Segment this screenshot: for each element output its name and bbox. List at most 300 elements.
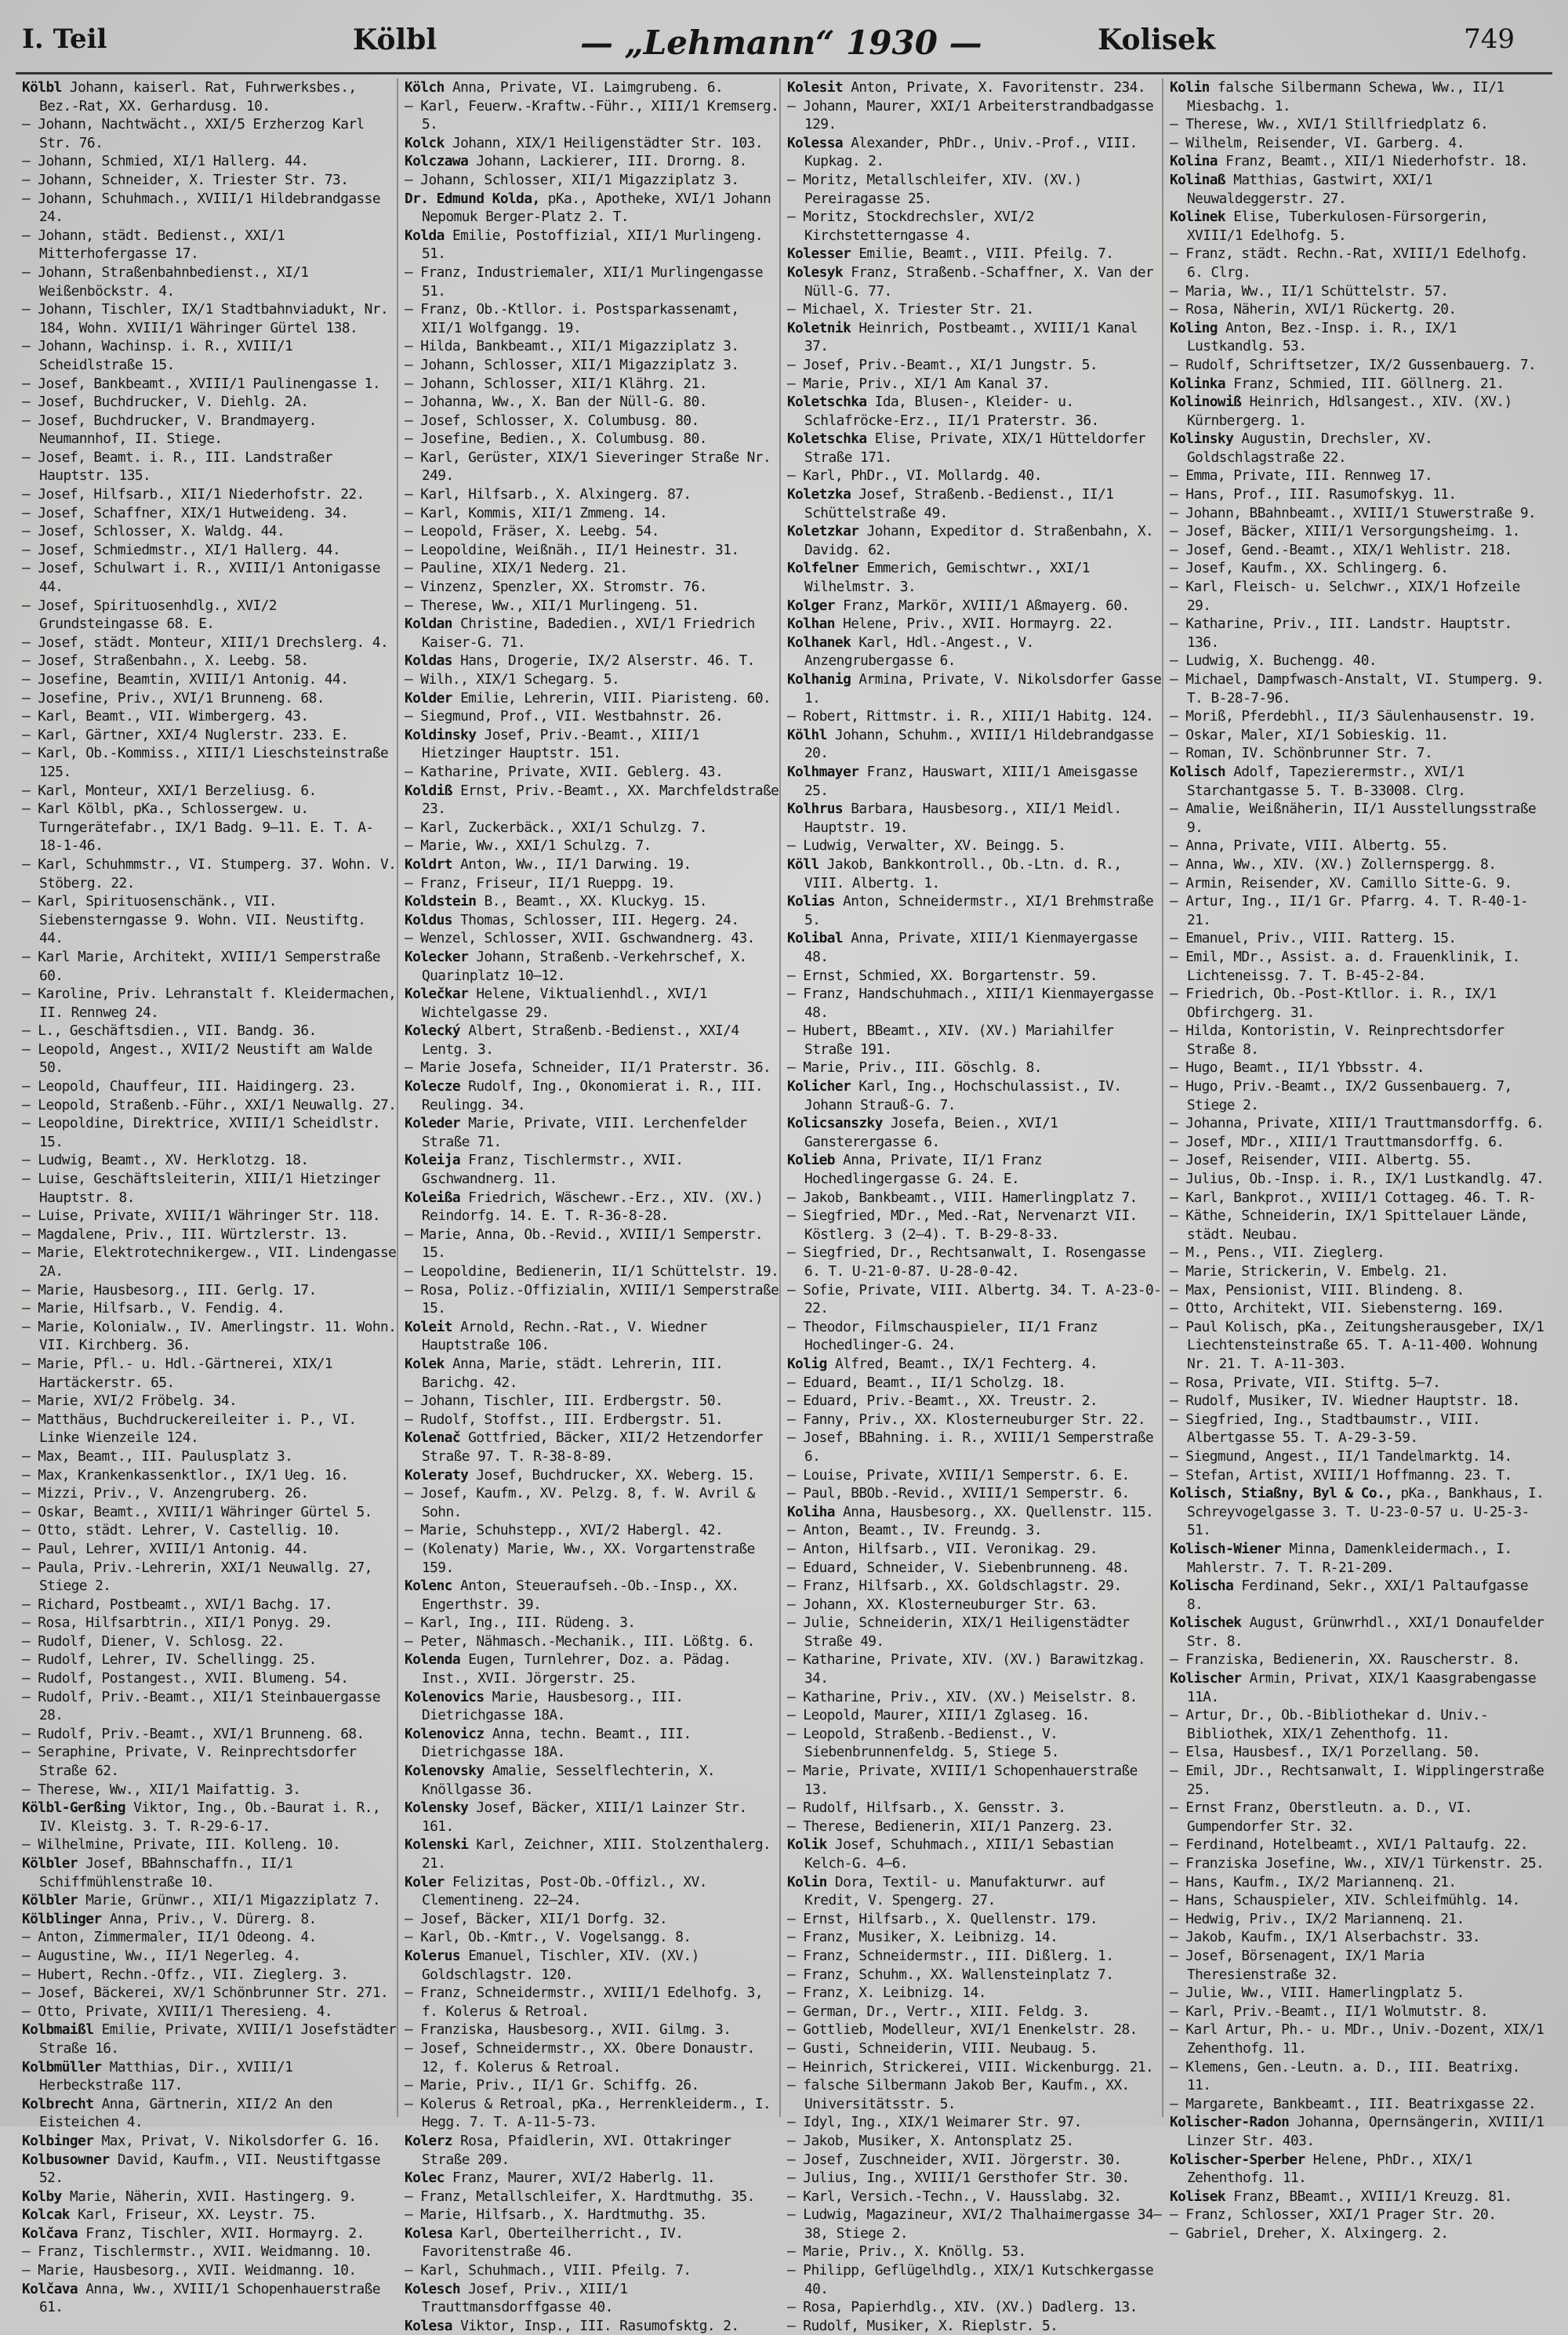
entry-text: Johanna, Opernsängerin, XVIII/1 Linzer Str. 403. (1187, 2114, 1544, 2149)
entry-surname: Kolenski (405, 1836, 469, 1854)
entry-text: — Kolerus & Retroal, pKa., Herrenkleiderm., I. Hegg. 7. T. A-11-5-73. (405, 2095, 771, 2131)
entry-text: — Katharine, Private, XIV. (XV.) Barawitzkag. 34. (787, 1651, 1145, 1687)
directory-entry (1170, 2151, 1544, 2188)
directory-entry (405, 1540, 779, 1577)
directory-entry (405, 1725, 779, 1762)
directory-entry (405, 1984, 779, 2021)
directory-entry (1170, 1151, 1544, 1170)
directory-entry (405, 837, 779, 855)
directory-entry (1170, 1392, 1544, 1411)
directory-entry (22, 152, 397, 171)
entry-surname: Kolenovicz (405, 1725, 485, 1742)
directory-entry (22, 541, 397, 560)
entry-text: — Franz, X. Leibnizg. 14. (787, 1985, 986, 2002)
entry-text: — Maria, Ww., II/1 Schüttelstr. 57. (1170, 282, 1449, 300)
directory-entry (1170, 1836, 1544, 1854)
directory-entry (1170, 1244, 1544, 1262)
directory-entry (1170, 375, 1544, 394)
directory-entry (1170, 1189, 1544, 1207)
directory-entry (787, 1559, 1162, 1578)
entry-text: Rosa, Pfaidlerin, XVI. Ottakringer Straße 209. (422, 2132, 731, 2168)
entry-text: — Rosa, Papierhdlg., XIV. (XV.) Dadlerg. 13. (787, 2299, 1138, 2316)
entry-text: Franz, Straßenb.-Schaffner, X. Van der Nüll-G. 77. (804, 263, 1154, 300)
entry-text: Josef, Priv.-Beamt., XIII/1 Hietzinger Hauptstr. 151. (422, 726, 699, 762)
directory-entry (405, 430, 779, 448)
directory-entry (1170, 1374, 1544, 1393)
entry-text: — Josef, Bäcker, XIII/1 Versorgungsheimg. 1. (1170, 523, 1520, 540)
directory-entry (405, 2076, 779, 2095)
entry-surname: Kolby (22, 2188, 62, 2205)
directory-entry (787, 208, 1162, 245)
entry-text: — Therese, Ww., XII/1 Murlingeng. 51. (405, 597, 699, 614)
entry-surname: Kolbmaißl (22, 2021, 94, 2039)
directory-entry (405, 2317, 779, 2335)
directory-entry (1170, 467, 1544, 485)
directory-entry (787, 2206, 1162, 2242)
entry-text: Elise, Tuberkulosen-Fürsorgerin, XVIII/1 Edelhofg. 5. (1187, 209, 1489, 244)
entry-surname: Kölbl-Gerßing (22, 1799, 126, 1817)
directory-entry (1170, 559, 1544, 578)
directory-entry (787, 1947, 1162, 1966)
directory-entry (787, 559, 1162, 596)
entry-text: — Julie, Schneiderin, XIX/1 Heiligenstädter Straße 49. (787, 1614, 1130, 1650)
entry-text: — Josef, Schneidermstr., XX. Obere Donaustr. 12, f. Kolerus & Retroal. (405, 2039, 755, 2075)
entry-text: — Paul Kolisch, pKa., Zeitungsherausgeber, IX/1 Liechtensteinstraße 65. T. A-11-400. Wohnung Nr. 21. T. A-11-303. (1170, 1318, 1544, 1372)
directory-entry (22, 2188, 397, 2206)
entry-text: Karl, Ing., Hochschulassist., IV. Johann Strauß-G. 7. (804, 1078, 1122, 1113)
entry-text: — Katharine, Priv., III. Landstr. Hauptstr. 136. (1170, 616, 1512, 651)
directory-entry (405, 763, 779, 782)
entry-text: Anna, Private, II/1 Franz Hochedlingergasse G. 24. E. (804, 1152, 1042, 1188)
directory-entry (405, 1226, 779, 1262)
directory-entry (22, 634, 397, 652)
entry-surname: Kolicsanszky (787, 1115, 883, 1132)
directory-entry (1170, 578, 1544, 615)
directory-entry (1170, 985, 1544, 1022)
entry-text: — Josef, Buchdrucker, V. Brandmayerg. Neumannhof, II. Stiege. (22, 412, 317, 448)
directory-entry (787, 1411, 1162, 1429)
directory-entry (787, 2021, 1162, 2039)
entry-text: — Michael, X. Triester Str. 21. (787, 301, 1034, 318)
directory-entry (787, 1374, 1162, 1393)
entry-surname: Kolbinger (22, 2132, 94, 2149)
directory-entry (787, 1466, 1162, 1485)
entry-text: Johann, Schuhm., XVIII/1 Hildebrandgasse 20. (804, 726, 1154, 762)
entry-text: Johann, Expeditor d. Straßenbahn, X. Davidg. 62. (804, 523, 1154, 558)
directory-entry (405, 670, 779, 689)
directory-entry (405, 2132, 779, 2169)
entry-text: pKa., Apotheke, XVI/1 Johann Nepomuk Berger-Platz 2. T. (422, 190, 771, 226)
directory-entry (787, 837, 1162, 855)
entry-surname: Koletschka (787, 430, 867, 448)
column-divider (1162, 78, 1163, 2117)
directory-entry (405, 263, 779, 300)
directory-entry (22, 689, 397, 708)
entry-text: Thomas, Schlosser, III. Hegerg. 24. (460, 911, 739, 928)
entry-text: — L., Geschäftsdien., VII. Bandg. 36. (22, 1022, 317, 1040)
directory-entry (787, 1596, 1162, 1614)
directory-entry (1170, 1984, 1544, 2003)
directory-entry (787, 1244, 1162, 1280)
entry-surname: Koleija (405, 1152, 461, 1169)
entry-text: — Augustine, Ww., II/1 Negerleg. 4. (22, 1947, 301, 1964)
directory-entry (22, 1559, 397, 1596)
entry-surname: Koleißa (405, 1189, 461, 1206)
entry-text: — Johann, Wachinsp. i. R., XVIII/1 Scheidlstraße 15. (22, 338, 293, 373)
directory-entry (22, 1299, 397, 1318)
entry-surname: Kölbler (22, 1855, 78, 1872)
directory-entry (787, 726, 1162, 763)
directory-entry (405, 171, 779, 190)
entry-text: Anna, Marie, städt. Lehrerin, III. Barichg. 42. (422, 1355, 724, 1391)
entry-surname: Kölhl (787, 726, 827, 743)
directory-entry (405, 2021, 779, 2039)
directory-entry (22, 726, 397, 745)
entry-text: — Ernst, Schmied, XX. Borgartenstr. 59. (787, 967, 1098, 984)
directory-entry (787, 375, 1162, 394)
entry-text: — Karl, Zuckerbäck., XXI/1 Schulzg. 7. (405, 819, 707, 836)
directory-entry (787, 1910, 1162, 1929)
entry-surname: Koldinsky (405, 726, 477, 743)
entry-surname: Kolesit (787, 79, 844, 96)
entry-text: — Rosa, Näherin, XVI/1 Rückertg. 20. (1170, 301, 1457, 318)
entry-text: — Robert, Rittmstr. i. R., XIII/1 Habitg. 124. (787, 708, 1154, 725)
directory-entry (22, 2280, 397, 2317)
entry-surname: Kolerus (405, 1947, 461, 1964)
entry-text: Emilie, Lehrerin, VIII. Piaristeng. 60. (460, 689, 771, 706)
directory-entry (1170, 245, 1544, 281)
directory-entry (1170, 948, 1544, 985)
entry-text: — Margarete, Bankbeamt., III. Beatrixgasse 22. (1170, 2095, 1537, 2112)
entry-text: — Johann, Schuhmach., XVIII/1 Hildebrandgasse 24. (22, 190, 380, 226)
directory-entry (405, 874, 779, 893)
entry-text: — Ludwig, Beamt., XV. Herklotzg. 18. (22, 1152, 309, 1169)
directory-entry (22, 1854, 397, 1891)
directory-entry (405, 393, 779, 412)
directory-entry (1170, 1873, 1544, 1892)
entry-text: — Moritz, Stockdrechsler, XVI/2 Kirchstetterngasse 4. (787, 209, 1034, 244)
directory-entry (22, 1114, 397, 1151)
entry-surname: Kolenovics (405, 1688, 485, 1705)
directory-entry (405, 615, 779, 652)
entry-text: Anna, Private, VI. Laimgrubeng. 6. (452, 79, 724, 96)
entry-text: — Stefan, Artist, XVIII/1 Hoffmanng. 23. T. (1170, 1466, 1512, 1483)
directory-entry (1170, 134, 1544, 153)
entry-text: Anna, Private, XIII/1 Kienmayergasse 48. (804, 930, 1138, 965)
directory-entry (22, 1244, 397, 1280)
entry-text: — Anna, Ww., XIV. (XV.) Zollernspergg. 8. (1170, 855, 1497, 873)
directory-entry (405, 855, 779, 874)
entry-text: — Marie, Schuhstepp., XVI/2 Habergl. 42. (405, 1522, 724, 1539)
directory-entry (1170, 2058, 1544, 2095)
directory-entry (1170, 1854, 1544, 1873)
entry-surname: Kolhanek (787, 634, 851, 651)
directory-entry (22, 1947, 397, 1966)
directory-entry (405, 1632, 779, 1651)
entry-surname: Kolfelner (787, 560, 859, 577)
directory-entry (22, 652, 397, 670)
entry-surname: Koldus (405, 911, 452, 928)
entry-text: — Karl, Bankprot., XVIII/1 Cottageg. 46. T. R- (1170, 1189, 1537, 1206)
entry-text: — Hedwig, Priv., IX/2 Mariannenq. 21. (1170, 1910, 1465, 1927)
entry-text: — Marie, Elektrotechnikergew., VII. Lindengasse 2A. (22, 1244, 397, 1280)
directory-entry (787, 1484, 1162, 1503)
entry-text: — Johann, Nachtwächt., XXI/5 Erzherzog Karl Str. 76. (22, 116, 365, 151)
entry-text: — Wilhelm, Reisender, VI. Garberg. 4. (1170, 134, 1465, 151)
entry-text: — Richard, Postbeamt., XVI/1 Bachg. 17. (22, 1596, 333, 1613)
entry-surname: Kolik (787, 1836, 827, 1854)
directory-entry (22, 1596, 397, 1614)
entry-text: — Josef, Priv.-Beamt., XI/1 Jungstr. 5. (787, 356, 1098, 373)
entry-text: — Rudolf, Postangest., XVII. Blumeng. 54. (22, 1670, 349, 1687)
entry-text: — Josef, Gend.-Beamt., XIX/1 Wehlistr. 218. (1170, 541, 1512, 558)
entry-text: Christine, Badedien., XVI/1 Friedrich Kaiser-G. 71. (422, 616, 755, 651)
entry-surname: Kolig (787, 1355, 827, 1372)
directory-entry (405, 1281, 779, 1318)
entry-text: — Eduard, Schneider, V. Siebenbrunneng. 48. (787, 1559, 1130, 1576)
entry-surname: Kolbmüller (22, 2058, 102, 2075)
entry-text: David, Kaufm., VII. Neustiftgasse 52. (39, 2151, 380, 2187)
entry-text: Josefa, Beien., XVI/1 Gansterergasse 6. (804, 1115, 1058, 1150)
entry-text: — Franziska Josefine, Ww., XIV/1 Türkenstr. 25. (1170, 1855, 1544, 1872)
entry-text: — Paula, Priv.-Lehrerin, XXI/1 Neuwallg. 27, Stiege 2. (22, 1559, 372, 1595)
entry-text: — Karl, Gärtner, XXI/4 Nuglerstr. 233. E. (22, 726, 349, 743)
entry-text: Karl, Friseur, XX. Leystr. 75. (78, 2206, 317, 2224)
entry-text: — Marie, Hilfsarb., X. Hardtmuthg. 35. (405, 2206, 707, 2224)
directory-entry (787, 1799, 1162, 1818)
directory-entry (22, 1688, 397, 1725)
entry-text: — Anton, Beamt., IV. Freundg. 3. (787, 1522, 1042, 1539)
directory-entry (22, 337, 397, 374)
entry-text: — Johann, Schmied, XI/1 Hallerg. 44. (22, 153, 309, 170)
directory-entry (405, 1262, 779, 1281)
directory-entry (405, 2261, 779, 2280)
entry-text: Friedrich, Wäschewr.-Erz., XIV. (XV.) Reindorfg. 14. E. T. R-36-8-28. (422, 1189, 763, 1225)
directory-entry (405, 2280, 779, 2317)
entry-text: — Josef, Straßenbahn., X. Leebg. 58. (22, 652, 309, 670)
directory-entry (405, 78, 779, 97)
directory-entry (22, 1669, 397, 1688)
directory-entry (787, 2003, 1162, 2021)
entry-text: — Franz, Ob.-Ktllor. i. Postsparkassenamt, XII/1 Wolfgangg. 19. (405, 301, 739, 336)
entry-text: Anna, Hausbesorg., XX. Quellenstr. 115. (843, 1503, 1154, 1520)
directory-entry (405, 375, 779, 394)
entry-text: — Rudolf, Priv.-Beamt., XII/1 Steinbauergasse 28. (22, 1688, 380, 1724)
entry-text: — Anna, Private, VIII. Albertg. 55. (1170, 837, 1449, 855)
entry-text: — Emma, Private, III. Rennweg 17. (1170, 467, 1433, 485)
entry-text: Viktor, Insp., III. Rasumofsktg. 2. (460, 2317, 739, 2334)
entry-text: — Leopold, Maurer, XIII/1 Zglaseg. 16. (787, 1707, 1090, 1724)
directory-entry (1170, 522, 1544, 541)
column-divider (779, 78, 781, 2117)
entry-surname: Koletnik (787, 319, 851, 336)
entry-surname: Kolias (787, 893, 835, 910)
directory-entry (787, 929, 1162, 966)
entry-text: — Therese, Ww., XII/1 Maifattig. 3. (22, 1781, 301, 1798)
directory-entry (1170, 2095, 1544, 2114)
entry-text: — Rosa, Hilfsarbtrin., XII/1 Ponyg. 29. (22, 1614, 333, 1632)
directory-entry (22, 2151, 397, 2188)
entry-text: — Paul, BBOb.-Revid., XVIII/1 Semperstr. 6. (787, 1485, 1130, 1502)
entry-surname: Kolinaß (1170, 171, 1226, 188)
directory-entry (22, 1170, 397, 1207)
entry-text: Viktor, Ing., Ob.-Baurat i. R., IV. Kleistg. 3. T. R-29-6-17. (39, 1799, 380, 1835)
entry-text: Barbara, Hausbesorg., XII/1 Meidl. Hauptstr. 19. (804, 801, 1122, 836)
directory-entry (405, 300, 779, 337)
entry-surname: Kolischek (1170, 1614, 1242, 1632)
entry-text: — Rosa, Private, VII. Stiftg. 5–7. (1170, 1374, 1441, 1391)
entry-text: — Michael, Dampfwasch-Anstalt, VI. Stumperg. 9. T. B-28-7-96. (1170, 671, 1544, 706)
directory-entry (787, 171, 1162, 208)
entry-text: — Karl Artur, Ph.- u. MDr., Univ.-Dozent, XIX/1 Zehenthofg. 11. (1170, 2021, 1544, 2057)
directory-entry (22, 1891, 397, 1910)
entry-text: Ida, Blusen-, Kleider- u. Schlafröcke-Erz., II/1 Praterstr. 36. (804, 394, 1099, 429)
directory-entry (405, 1077, 779, 1114)
directory-entry (1170, 1540, 1544, 1577)
entry-text: — Idyl, Ing., XIX/1 Weimarer Str. 97. (787, 2114, 1082, 2131)
directory-entry (22, 1928, 397, 1947)
directory-entry (1170, 356, 1544, 375)
directory-entry (787, 430, 1162, 467)
entry-text: — Leopoldine, Direktrice, XVIII/1 Scheidlstr. 15. (22, 1115, 380, 1150)
entry-text: — Josefine, Beamtin, XVIII/1 Antonig. 44. (22, 671, 349, 688)
directory-entry (405, 1392, 779, 1411)
entry-text: Hans, Drogerie, IX/2 Alserstr. 46. T. (460, 652, 755, 670)
directory-entry (787, 634, 1162, 670)
entry-text: — Franziska, Hausbesorg., XVII. Gilmg. 3. (405, 2021, 731, 2039)
entry-text: Emilie, Beamt., VIII. Pfeilg. 7. (858, 245, 1114, 263)
entry-text: — Hubert, BBeamt., XIV. (XV.) Mariahilfer Straße 191. (787, 1022, 1114, 1058)
entry-text: — Franz, Friseur, II/1 Rueppg. 19. (405, 874, 676, 892)
entry-surname: Koldas (405, 652, 452, 670)
entry-text: — Marie, Hausbesorg., III. Gerlg. 17. (22, 1281, 317, 1298)
entry-text: — Josef, Beamt. i. R., III. Landstraßer Hauptstr. 135. (22, 448, 333, 485)
directory-entry (1170, 892, 1544, 929)
entry-text: — Max, Pensionist, VIII. Blindeng. 8. (1170, 1281, 1465, 1298)
entry-text: — Franz, Hilfsarb., XX. Goldschlagstr. 29. (787, 1578, 1122, 1595)
entry-text: — Philipp, Geflügelhdlg., XIX/1 Kutschkergasse 40. (787, 2262, 1154, 2297)
directory-entry (1170, 1262, 1544, 1281)
directory-entry (1170, 1318, 1544, 1374)
entry-text: — Johann, Maurer, XXI/1 Arbeiterstrandbadgasse 129. (787, 97, 1154, 133)
directory-entry (1170, 1170, 1544, 1189)
entry-text: — Elsa, Hausbesf., IX/1 Porzellang. 50. (1170, 1744, 1481, 1761)
entry-text: — Oskar, Beamt., XVIII/1 Währinger Gürtel 5. (22, 1503, 372, 1520)
page-header (0, 16, 1568, 71)
directory-entry (787, 2242, 1162, 2261)
entry-text: — Rudolf, Priv.-Beamt., XVI/1 Brunneng. 68. (22, 1725, 365, 1742)
directory-entry (405, 356, 779, 375)
directory-entry (22, 115, 397, 152)
entry-surname: Koler (405, 1873, 445, 1890)
entry-text: — Hilda, Bankbeamt., XII/1 Migazziplatz 3. (405, 338, 739, 355)
entry-text: — Marie, Private, XVIII/1 Schopenhauerstraße 13. (787, 1763, 1138, 1798)
entry-text: — Karl, Spirituosenschänk., VII. Siebensterngasse 9. Wohn. VII. Neustiftg. 44. (22, 893, 366, 947)
directory-entry (787, 1355, 1162, 1374)
directory-entry (405, 892, 779, 911)
directory-entry (1170, 874, 1544, 893)
directory-entry (1170, 282, 1544, 301)
entry-text: — Artur, Dr., Ob.-Bibliothekar d. Univ.-Bibliothek, XIX/1 Zehenthofg. 11. (1170, 1707, 1489, 1742)
directory-entry (787, 1540, 1162, 1559)
entry-surname: Kolischa (1170, 1578, 1234, 1595)
entry-surname: Kolesser (787, 245, 851, 263)
directory-entry (787, 1577, 1162, 1596)
directory-entry (405, 1429, 779, 1465)
entry-text: Max, Privat, V. Nikolsdorfer G. 16. (101, 2132, 380, 2149)
entry-text: — Josef, MDr., XIII/1 Trauttmansdorffg. 6. (1170, 1133, 1504, 1150)
directory-entry (787, 2298, 1162, 2317)
entry-text: Anton, Bez.-Insp. i. R., IX/1 Lustkandlg. 53. (1187, 319, 1457, 355)
directory-entry (787, 967, 1162, 986)
directory-entry (22, 597, 397, 634)
directory-entry (787, 1207, 1162, 1244)
entry-text: — Pauline, XIX/1 Nederg. 21. (405, 560, 628, 577)
entry-text: Franz, Markör, XVIII/1 Aßmayerg. 60. (843, 597, 1130, 614)
entry-text: — Josef, Schaffner, XIX/1 Hutweideng. 34. (22, 504, 349, 521)
entry-text: Heinrich, Postbeamt., XVIII/1 Kanal 37. (804, 319, 1138, 355)
entry-text: — Ludwig, Magazineur, XVI/2 Thalhaimergasse 34–38, Stiege 2. (787, 2206, 1162, 2242)
directory-entry (405, 819, 779, 837)
directory-entry (22, 485, 397, 504)
entry-text: Jakob, Bankkontroll., Ob.-Ltn. d. R., VIII. Albertg. 1. (804, 855, 1122, 892)
entry-text: — Marie, Strickerin, V. Embelg. 21. (1170, 1263, 1449, 1280)
entry-surname: Koleit (405, 1318, 452, 1335)
entry-text: — Rudolf, Schriftsetzer, IX/2 Gussenbauerg. 7. (1170, 356, 1537, 373)
directory-entry (787, 2188, 1162, 2206)
directory-entry (405, 1151, 779, 1188)
directory-entry (405, 1059, 779, 1077)
directory-entry (22, 1318, 397, 1355)
entry-text: — Johann, Schneider, X. Triester Str. 73. (22, 171, 349, 188)
directory-entry (787, 2132, 1162, 2151)
directory-entry (787, 78, 1162, 97)
entry-text: — Heinrich, Strickerei, VIII. Wickenburgg. 21. (787, 2058, 1154, 2075)
entry-text: Albert, Straßenb.-Bedienst., XXI/4 Lentg. 3. (422, 1022, 739, 1058)
directory-entry (405, 597, 779, 616)
directory-entry (1170, 1614, 1544, 1650)
directory-entry (405, 2039, 779, 2076)
directory-entry (787, 615, 1162, 634)
entry-surname: Kolec (405, 2170, 445, 2187)
entry-text: Franz, Maurer, XVI/2 Haberlg. 11. (452, 2170, 716, 2187)
directory-entry (405, 1799, 779, 1836)
entry-text: — Johann, Schlosser, XII/1 Migazziplatz 3. (405, 171, 739, 188)
entry-text: Adolf, Tapezierermstr., XVI/1 Starchantgasse 5. T. B-33008. Clrg. (1187, 763, 1466, 799)
entry-surname: Kolin (787, 1873, 827, 1890)
entry-surname: Kolinowiß (1170, 394, 1242, 411)
entry-text: — Marie, XVI/2 Fröbelg. 34. (22, 1393, 238, 1410)
entry-text: — Josef, Bäckerei, XV/1 Schönbrunner Str. 271. (22, 1985, 389, 2002)
entry-surname: Kolessa (787, 134, 844, 151)
entry-text: — Hans, Prof., III. Rasumofskyg. 11. (1170, 486, 1457, 503)
directory-entry (1170, 171, 1544, 208)
entry-text: — Franz, Handschuhmach., XIII/1 Kienmayergasse 48. (787, 986, 1154, 1021)
directory-entry (1170, 929, 1544, 948)
entry-text: — Sofie, Private, VIII. Albertg. 34. T. A-23-0-22. (787, 1281, 1162, 1317)
entry-text: — Josef, Buchdrucker, V. Diehlg. 2A. (22, 394, 309, 411)
entry-text: — Rudolf, Lehrer, IV. Schellingg. 25. (22, 1651, 317, 1669)
entry-surname: Kolhanig (787, 671, 851, 688)
directory-entry (1170, 1022, 1544, 1059)
directory-entry (1170, 485, 1544, 504)
entry-text: — Jakob, Kaufm., IX/1 Alserbachstr. 33. (1170, 1929, 1481, 1946)
part-label: I. Teil (22, 24, 107, 55)
entry-text: — Marie, Priv., III. Göschlg. 8. (787, 1059, 1042, 1077)
entry-surname: Kölbler (22, 1892, 78, 1909)
directory-entry (22, 670, 397, 689)
entry-text: — Josef, Reisender, VIII. Albertg. 55. (1170, 1152, 1472, 1169)
